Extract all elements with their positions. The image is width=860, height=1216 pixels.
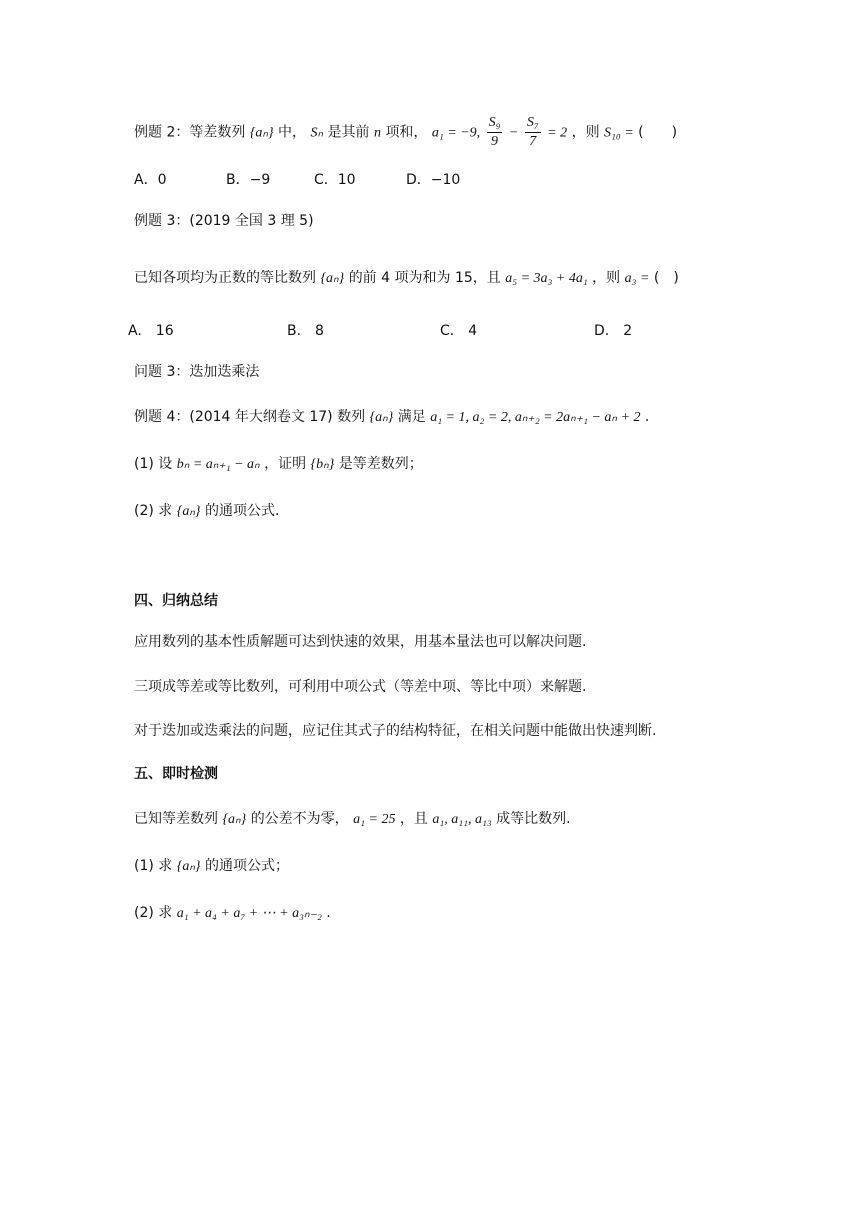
example-3-option-b: B. 8	[287, 323, 324, 339]
example-3-a3: a₃ =	[624, 271, 650, 286]
example-2-text3: 项和，	[385, 124, 428, 141]
example-4-part-2-sequence: {aₙ}	[176, 504, 201, 519]
example-2-middle: 中，	[278, 124, 307, 141]
example-4-part-1-text2: 是等差数列；	[338, 456, 423, 472]
test-part-1-sequence: {aₙ}	[176, 859, 201, 874]
example-4-end: .	[644, 409, 650, 425]
example-2-text2: 是其前	[327, 124, 370, 141]
example-3-answer-paren: ( )	[653, 270, 679, 286]
fraction-s7-numerator: S₇	[525, 114, 541, 133]
example-4-part-2-text: 的通项公式.	[204, 503, 280, 519]
test-text2: ，且	[399, 811, 428, 827]
example-3-option-d: D. 2	[594, 323, 633, 339]
test-terms: a₁, a₁₁, a₁₃	[432, 812, 492, 827]
example-4-part-1-equation: bₙ = aₙ₊₁ − aₙ	[176, 457, 260, 472]
example-4-sequence: {aₙ}	[369, 410, 394, 425]
example-3-equation: a₅ = 3a₃ + 4a₁	[505, 271, 588, 286]
section-4-title: 四、归纳总结	[134, 593, 218, 609]
test-prefix: 已知等差数列	[134, 811, 218, 827]
test-part-2	[134, 903, 331, 924]
example-3-option-c: C. 4	[440, 323, 478, 339]
example-3-text2: 的前 4 项为和为 15，且	[348, 270, 501, 286]
test-part-1	[134, 856, 289, 877]
fraction-s9-denominator: 9	[491, 134, 499, 149]
test-part-2-prefix: (2) 求	[134, 905, 173, 921]
example-3-title: 例题 3：(2019 全国 3 理 5)	[134, 213, 314, 229]
example-2-option-d: D．−10	[406, 172, 461, 188]
example-2-fraction-s9	[487, 114, 503, 151]
example-3-text: 已知各项均为正数的等比数列	[134, 270, 316, 286]
example-4-part-1-sequence: {bₙ}	[310, 457, 335, 472]
example-2-answer-paren: ( )	[638, 124, 678, 141]
example-3-question	[134, 268, 679, 289]
example-2-prefix: 例题 2：等差数列	[134, 124, 246, 141]
example-4-part-2-prefix: (2) 求	[134, 503, 173, 519]
example-4-part-1-text: ，证明	[264, 456, 307, 472]
example-2-option-c: C．10	[314, 172, 356, 188]
example-3-text3: ，则	[592, 270, 621, 286]
summary-line-3: 对于迭加或迭乘法的问题，应记住其式子的结构特征，在相关问题中能做出快速判断.	[134, 723, 657, 739]
test-sequence: {aₙ}	[222, 812, 247, 827]
example-4-prefix: 例题 4：(2014 年大纲卷文 17) 数列	[134, 409, 366, 425]
example-2-sequence: {aₙ}	[249, 125, 274, 141]
section-5-title: 五、即时检测	[134, 766, 218, 782]
example-2-option-a: A．0	[134, 172, 167, 188]
example-4-part-2	[134, 501, 279, 522]
test-part-2-sum: a₁ + a₄ + a₇ + ⋯ + a₃ₙ₋₂	[176, 906, 322, 921]
problem-3-title: 问题 3：迭加迭乘法	[134, 364, 260, 380]
example-4-part-1	[134, 454, 423, 475]
example-2-s10: S₁₀ =	[604, 125, 634, 141]
example-4-recurrence: a₁ = 1, a₂ = 2, aₙ₊₂ = 2aₙ₊₁ − aₙ + 2	[430, 410, 641, 425]
test-text: 的公差不为零，	[250, 811, 349, 827]
test-part-2-end: .	[326, 905, 331, 921]
example-2-equals: = 2	[547, 125, 568, 141]
example-2-n: n	[373, 125, 381, 141]
test-text3: 成等比数列.	[496, 811, 571, 827]
fraction-s7-denominator: 7	[529, 134, 537, 149]
test-equation: a₁ = 25	[353, 812, 396, 827]
example-2-minus: −	[508, 125, 519, 141]
example-2-tail: ，则	[571, 124, 600, 141]
test-part-1-prefix: (1) 求	[134, 858, 173, 874]
example-3-sequence: {aₙ}	[320, 271, 345, 286]
test-part-1-text: 的通项公式；	[204, 858, 289, 874]
summary-line-2: 三项成等差或等比数列，可利用中项公式（等差中项、等比中项）来解题.	[134, 679, 587, 695]
example-4-part-1-prefix: (1) 设	[134, 456, 173, 472]
example-2-fraction-s7	[525, 114, 541, 151]
example-2-option-b: B．−9	[226, 172, 271, 188]
fraction-s9-numerator: S₉	[487, 114, 503, 133]
example-2-question	[134, 114, 677, 151]
example-2-sn: Sₙ	[310, 125, 324, 141]
example-2-condition: a₁ = −9,	[431, 125, 481, 141]
example-4-question	[134, 407, 649, 428]
test-question	[134, 809, 571, 830]
example-4-text2: 满足	[397, 409, 426, 425]
example-3-option-a: A. 16	[128, 323, 174, 339]
summary-line-1: 应用数列的基本性质解题可达到快速的效果，用基本量法也可以解决问题.	[134, 634, 587, 650]
